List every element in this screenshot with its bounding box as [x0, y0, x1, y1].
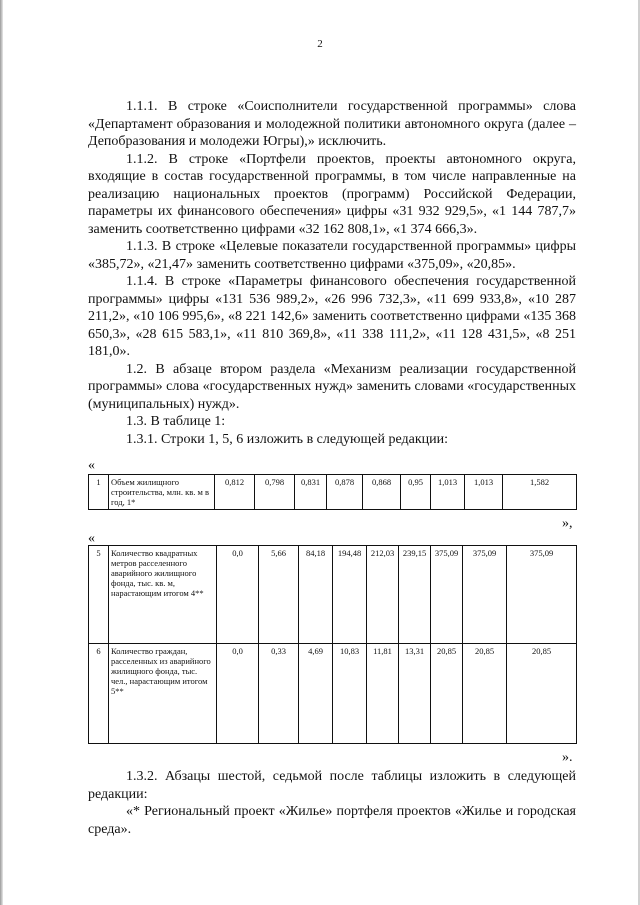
- scan-edge-left: [0, 0, 3, 905]
- paragraph-1-3-2: 1.3.2. Абзацы шестой, седьмой после таблицы изложить в следующей редакции:: [88, 769, 576, 802]
- value-cell: 0,0: [217, 644, 259, 744]
- paragraph-1-3: 1.3. В таблице 1:: [126, 414, 226, 429]
- value-cell: 13,31: [399, 644, 431, 744]
- table-row: [89, 546, 577, 644]
- row-number-cell: 6: [89, 644, 109, 744]
- value-cell: 0,812: [215, 475, 255, 510]
- value-cell: 1,013: [431, 475, 465, 510]
- close-quote-table-1: »,: [562, 516, 573, 531]
- value-cell: 20,85: [463, 644, 507, 744]
- value-cell: 375,09: [431, 546, 463, 644]
- value-cell: 84,18: [299, 546, 333, 644]
- value-cell: 0,798: [255, 475, 295, 510]
- body-text-after-table: [88, 768, 576, 838]
- body-text: [88, 98, 576, 448]
- value-cell: 20,85: [431, 644, 463, 744]
- paragraph-1-2: 1.2. В абзаце втором раздела «Механизм реализации государственной программы» слова «государственных нужд» заменить словами «государственных (муниципальных) нужд».: [88, 361, 576, 412]
- value-cell: 0,95: [401, 475, 431, 510]
- indicator-name-cell: Количество квадратных метров расселенного аварийного жилищного фонда, тыс. кв. м, нарастающим итогом 4**: [109, 546, 217, 644]
- open-quote-table-2: «: [88, 531, 95, 546]
- open-quote-table-1: «: [88, 458, 95, 473]
- value-cell: 0,831: [295, 475, 327, 510]
- page-number: 2: [317, 38, 323, 50]
- value-cell: 20,85: [507, 644, 577, 744]
- table-row: [89, 475, 577, 510]
- value-cell: 0,868: [363, 475, 401, 510]
- paragraph-1-1-4: 1.1.4. В строке «Параметры финансового обеспечения государственной программы» цифры «131 536 989,2», «26 996 732,3», «11 699 933,8», «10 287 211,2», «10 106 995,6», «8 221 142,6» заменить соответственно цифрами «135 368 650,3», «28 615 583,1», «11 810 369,8», «11 338 111,2», «11 128 431,5», «8 251 181,0».: [88, 274, 576, 359]
- row-number-cell: 5: [89, 546, 109, 644]
- table-rows-5-6: [88, 545, 577, 744]
- value-cell: 212,03: [367, 546, 399, 644]
- table-row: [89, 644, 577, 744]
- indicator-name-cell: Объем жилищного строительства, млн. кв. м в год, 1*: [109, 475, 215, 510]
- paragraph-1-3-1: 1.3.1. Строки 1, 5, 6 изложить в следующей редакции:: [126, 431, 449, 447]
- value-cell: 0,33: [259, 644, 299, 744]
- value-cell: 1,582: [503, 475, 577, 510]
- value-cell: 375,09: [507, 546, 577, 644]
- value-cell: 5,66: [259, 546, 299, 644]
- value-cell: 375,09: [463, 546, 507, 644]
- row-number-cell: 1: [89, 475, 109, 510]
- value-cell: 10,83: [333, 644, 367, 744]
- indicator-name-cell: Количество граждан, расселенных из аварийного жилищного фонда, тыс. чел., нарастающим итогом 5**: [109, 644, 217, 744]
- table-row-1: [88, 474, 577, 510]
- value-cell: 4,69: [299, 644, 333, 744]
- value-cell: 0,0: [217, 546, 259, 644]
- value-cell: 0,878: [327, 475, 363, 510]
- close-quote-table-2: ».: [562, 750, 573, 765]
- value-cell: 239,15: [399, 546, 431, 644]
- paragraph-1-1-3: 1.1.3. В строке «Целевые показатели государственной программы» цифры «385,72», «21,47» заменить соответственно цифрами «375,09», «20,85».: [88, 239, 576, 272]
- paragraph-footnote: «* Региональный проект «Жилье» портфеля проектов «Жилье и городская среда».: [88, 804, 576, 837]
- paragraph-1-1-1: 1.1.1. В строке «Соисполнители государственной программы» слова «Департамент образования и молодежной политики автономного округа (далее – Депобразования и молодежи Югры),» исключить.: [88, 99, 576, 149]
- value-cell: 11,81: [367, 644, 399, 744]
- paragraph-1-1-2: 1.1.2. В строке «Портфели проектов, проекты автономного округа, входящие в состав государственной программы, в том числе направленные на реализацию национальных проектов (программ) Российской Федерации, параметры их финансового обеспечения» цифры «31 932 929,5», «1 144 787,7» заменить соответственно цифрами «32 162 808,1», «1 374 666,3».: [88, 151, 576, 237]
- value-cell: 194,48: [333, 546, 367, 644]
- value-cell: 1,013: [465, 475, 503, 510]
